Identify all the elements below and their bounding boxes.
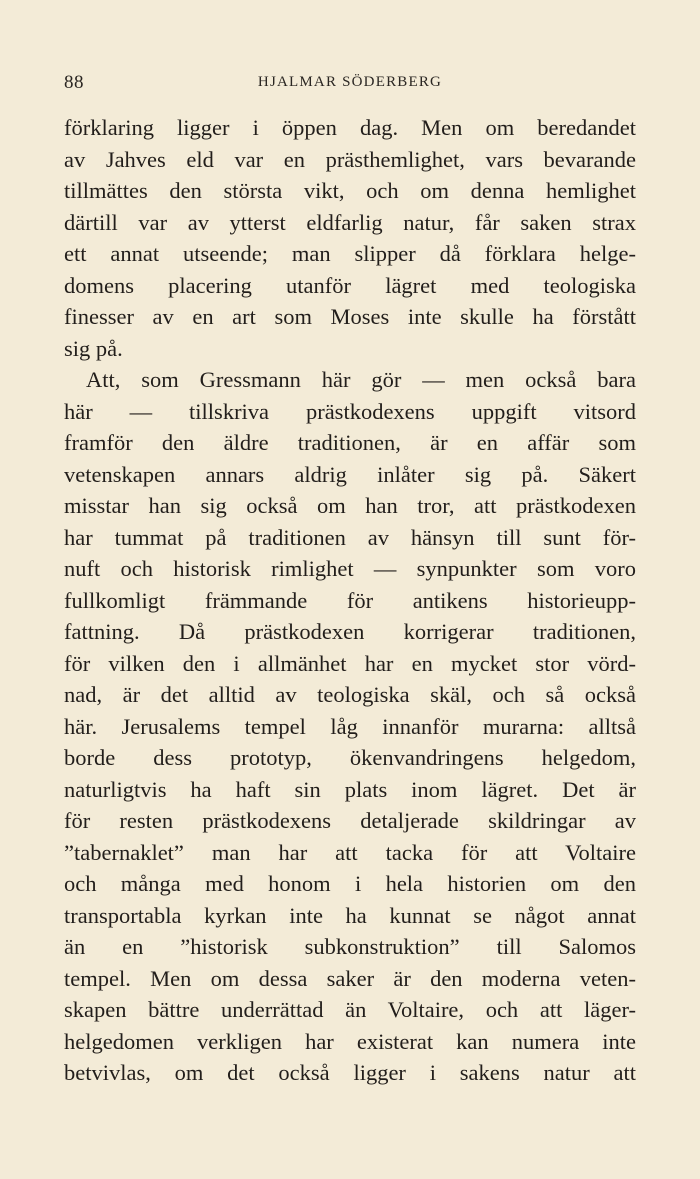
text-line: än en ”historisk subkonstruktion” till Salomos [64,934,636,959]
text-line: helgedomen verkligen har existerat kan numera inte [64,1028,636,1054]
text-line: Att, som Gressmann här gör — men också bara [86,367,636,392]
text-line: domens placering utanför lägret med teologiska [64,272,636,298]
text-line: naturligtvis ha haft sin plats inom lägret. Det är [64,776,636,802]
text-line: fattning. Då prästkodexen korrigerar traditionen, [64,619,636,644]
running-head: HJALMAR SÖDERBERG [257,74,443,90]
text-line: finesser av en art som Moses inte skulle ha förstått [64,304,636,329]
text-line: för resten prästkodexens detaljerade skildringar av [64,808,636,833]
text-line: tillmättes den största vikt, och om denna hemlighet [64,178,636,203]
body-text [64,112,636,1089]
page-number: 88 [64,72,84,93]
text-line: av Jahves eld var en prästhemlighet, vars bevarande [64,146,636,172]
text-line: och många med honom i hela historien om den [64,871,636,896]
text-line: ”tabernaklet” man har att tacka för att Voltaire [64,839,636,865]
text-line: för vilken den i allmänhet har en mycket stor vörd- [64,650,636,676]
text-line: förklaring ligger i öppen dag. Men om beredandet [64,115,636,140]
text-line: transportabla kyrkan inte ha kunnat se något annat [64,902,636,928]
text-line: misstar han sig också om han tror, att prästkodexen [64,493,636,518]
text-line: sig på. [64,335,123,361]
text-line: framför den äldre traditionen, är en affär som [64,430,636,455]
text-line: nuft och historisk rimlighet — synpunkter som voro [64,556,636,581]
text-line: ett annat utseende; man slipper då förklara helge- [64,241,636,266]
text-line: har tummat på traditionen av hänsyn till sunt för- [64,524,636,550]
text-line: vetenskapen annars aldrig inlåter sig på. Säkert [64,461,636,487]
text-line: skapen bättre underrättad än Voltaire, och att läger- [64,997,636,1022]
text-line: betvivlas, om det också ligger i sakens natur att [64,1060,636,1085]
text-line: tempel. Men om dessa saker är den moderna veten- [64,965,636,991]
text-line: här — tillskriva prästkodexens uppgift vitsord [64,398,636,424]
text-line: fullkomligt främmande för antikens historieupp- [64,587,636,613]
page-header [64,72,636,96]
text-line: här. Jerusalems tempel låg innanför murarna: alltså [64,713,636,739]
text-line: borde dess prototyp, ökenvandringens helgedom, [64,745,636,770]
text-line: därtill var av ytterst eldfarlig natur, får saken strax [64,209,636,235]
text-line: nad, är det alltid av teologiska skäl, och så också [64,682,636,707]
